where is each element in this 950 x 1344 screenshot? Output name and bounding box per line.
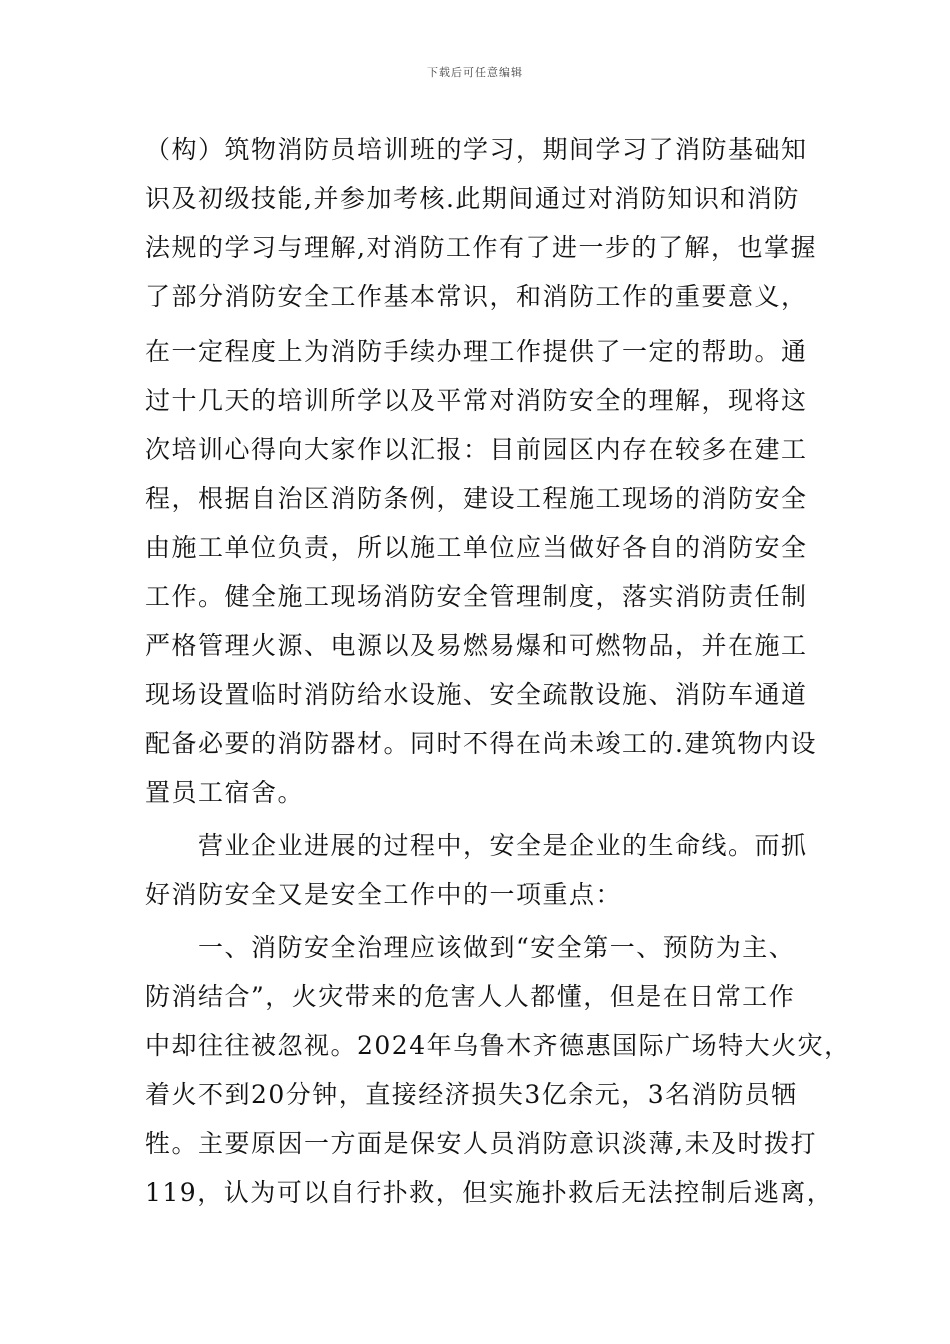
body-line: 工作。健全施工现场消防安全管理制度，落实消防责任制 [145, 582, 808, 611]
body-line: 现场设置临时消防给水设施、安全疏散设施、消防车通道 [145, 680, 808, 709]
body-line: 过十几天的培训所学以及平常对消防安全的理解，现将这 [145, 386, 808, 415]
body-line: 牲。主要原因一方面是保安人员消防意识淡薄,未及时拨打 [145, 1129, 817, 1158]
body-line: 由施工单位负责，所以施工单位应当做好各自的消防安全 [145, 533, 808, 562]
body-line: 好消防安全又是安全工作中的一项重点： [145, 880, 623, 909]
body-line: 在一定程度上为消防手续办理工作提供了一定的帮助。通 [145, 337, 808, 366]
body-line: 次培训心得向大家作以汇报：目前园区内存在较多在建工 [145, 435, 808, 464]
body-line: 置员工宿舍。 [145, 778, 305, 807]
body-line: 防消结合”，火灾带来的危害人人都懂，但是在日常工作 [145, 982, 796, 1011]
body-line: 中却往往被忽视。2024年乌鲁木齐德惠国际广场特大火灾， [145, 1031, 851, 1060]
body-line: 识及初级技能,并参加考核.此期间通过对消防知识和消防 [145, 184, 800, 213]
body-line: （构）筑物消防员培训班的学习，期间学习了消防基础知 [145, 135, 808, 164]
body-line: 严格管理火源、电源以及易燃易爆和可燃物品，并在施工 [145, 631, 808, 660]
body-line: 了部分消防安全工作基本常识，和消防工作的重要意义， [145, 282, 808, 311]
body-line: 119，认为可以自行扑救，但实施扑救后无法控制后逃离， [145, 1178, 834, 1207]
body-line: 着火不到20分钟，直接经济损失3亿余元，3名消防员牺 [145, 1080, 798, 1109]
body-line: 法规的学习与理解,对消防工作有了进一步的了解，也掌握 [145, 233, 817, 262]
page-header: 下载后可任意编辑 [427, 66, 523, 79]
body-line: 配备必要的消防器材。同时不得在尚未竣工的.建筑物内设 [145, 729, 817, 758]
body-line: 程，根据自治区消防条例，建设工程施工现场的消防安全 [145, 484, 808, 513]
paragraph-first-line: 一、消防安全治理应该做到“安全第一、预防为主、 [198, 933, 796, 962]
paragraph-first-line: 营业企业进展的过程中，安全是企业的生命线。而抓 [198, 831, 808, 860]
